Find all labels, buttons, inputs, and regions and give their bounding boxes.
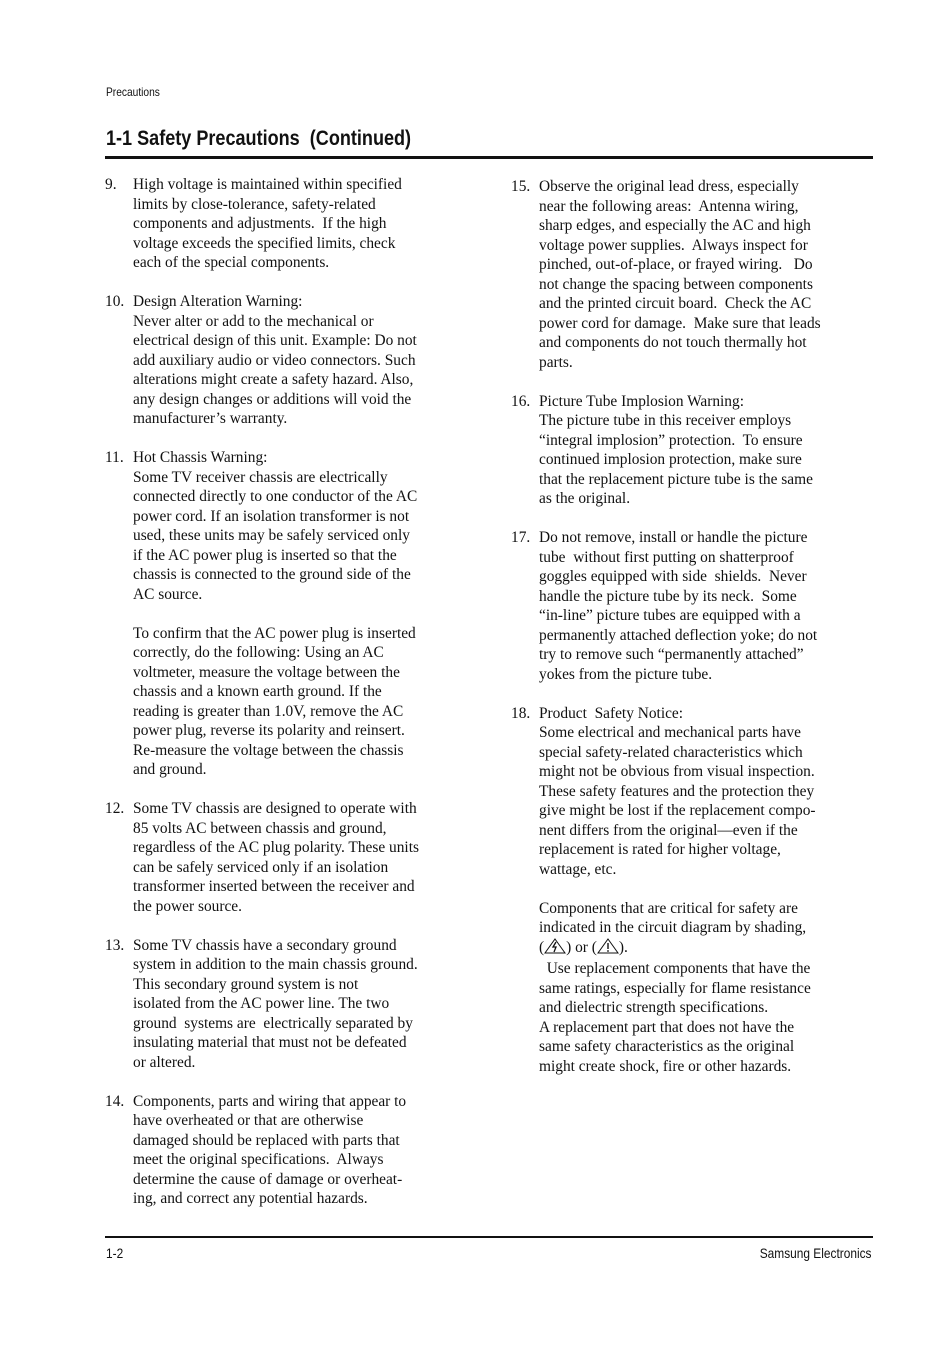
- text-line: same safety characteristics as the original: [539, 1038, 795, 1055]
- text-line: can be safely serviced only if an isolation: [133, 858, 389, 876]
- item-paragraph: [133, 175, 470, 273]
- text-line: parts.: [539, 353, 573, 371]
- text-line: AC source.: [133, 585, 203, 603]
- item-paragraph: [539, 528, 871, 684]
- text-line: add auxiliary audio or video connectors. Such: [133, 351, 416, 369]
- item-number: 15.: [511, 178, 531, 195]
- text-line: voltmeter, measure the voltage between the: [133, 663, 400, 681]
- text-line: continued implosion protection, make sure: [539, 451, 802, 468]
- text-line: as the original.: [539, 490, 631, 507]
- list-item: [511, 177, 871, 372]
- text-line: handle the picture tube by its neck. Some: [539, 587, 797, 605]
- text-line: give might be lost if the replacement compo-: [539, 802, 816, 819]
- item-paragraph: [133, 936, 470, 1073]
- text-line: pinched, out-of-place, or frayed wiring. Do: [539, 256, 813, 273]
- text-line: Do not remove, install or handle the picture: [539, 529, 808, 546]
- paren-open: (: [539, 938, 545, 956]
- text-line: or altered.: [133, 1053, 196, 1071]
- text-line: power plug, reverse its polarity and reinsert.: [133, 722, 405, 739]
- text-line: Picture Tube Implosion Warning:: [539, 392, 744, 410]
- text-line: yokes from the picture tube.: [539, 665, 713, 683]
- text-line: Some TV chassis are designed to operate with: [133, 800, 417, 817]
- item-number: 12.: [105, 800, 125, 817]
- item-number: 9.: [105, 176, 117, 193]
- text-line: Components that are critical for safety are: [539, 899, 798, 917]
- lightning-warning-icon: [544, 938, 566, 960]
- list-item: [105, 1092, 470, 1209]
- list-item: [511, 392, 871, 509]
- text-line: 85 volts AC between chassis and ground,: [133, 819, 387, 837]
- text-line: Design Alteration Warning:: [133, 293, 303, 310]
- list-item: [105, 292, 470, 429]
- text-line: indicated in the circuit diagram by shading,: [539, 919, 807, 936]
- list-item: [105, 936, 470, 1073]
- safety-note: [539, 899, 871, 1077]
- text-line: electrical design of this unit. Example: Do not: [133, 332, 417, 349]
- exclamation-warning-icon: [597, 938, 619, 960]
- text-line: system in addition to the main chassis ground.: [133, 956, 418, 973]
- text-line: alterations might create a safety hazard. Also,: [133, 371, 414, 388]
- text-line: Some TV chassis have a secondary ground: [133, 936, 397, 954]
- text-line: The picture tube in this receiver employs: [539, 412, 792, 429]
- text-line: and components do not touch thermally hot: [539, 334, 807, 351]
- text-line: used, these units may be safely serviced only: [133, 527, 410, 544]
- footer-company: Samsung Electronics: [760, 1245, 872, 1261]
- item-paragraph: [133, 624, 470, 780]
- text-line: “in-line” picture tubes are equipped with a: [539, 607, 801, 624]
- text-line: A replacement part that does not have the: [539, 1018, 795, 1036]
- text-line: voltage exceeds the specified limits, check: [133, 234, 396, 252]
- text-line: reading is greater than 1.0V, remove the AC: [133, 702, 404, 720]
- text-line: power cord for damage. Make sure that leads: [539, 314, 821, 332]
- item-paragraph: [539, 704, 871, 880]
- text-line: insulating material that must not be defeated: [133, 1034, 407, 1051]
- list-item: [105, 799, 470, 916]
- text-line: wattage, etc.: [539, 860, 617, 878]
- text-line: might create shock, fire or other hazards.: [539, 1057, 792, 1075]
- text-line: chassis and a known earth ground. If the: [133, 683, 382, 700]
- list-item: [105, 448, 470, 780]
- item-paragraph: [133, 1092, 470, 1209]
- item-number: 18.: [511, 704, 531, 722]
- text-line: have overheated or that are otherwise: [133, 1112, 364, 1129]
- item-paragraph: [133, 448, 470, 604]
- item-number: 11.: [105, 449, 124, 466]
- symbol-line: [539, 938, 871, 960]
- text-line: and ground.: [133, 761, 207, 778]
- text-line: not change the spacing between components: [539, 275, 813, 293]
- text-line: that the replacement picture tube is the same: [539, 470, 813, 488]
- item-number: 13.: [105, 936, 125, 954]
- footer-rule: [105, 1236, 873, 1238]
- left-column: [105, 175, 470, 1228]
- text-line: isolated from the AC power line. The two: [133, 995, 390, 1012]
- text-line: determine the cause of damage or overheat-: [133, 1170, 403, 1188]
- text-line: components and adjustments. If the high: [133, 215, 387, 232]
- text-line: each of the special components.: [133, 254, 330, 271]
- text-line: power cord. If an isolation transformer is not: [133, 507, 410, 525]
- item-number: 16.: [511, 392, 531, 410]
- text-line: voltage power supplies. Always inspect for: [539, 236, 808, 254]
- text-line: tube without first putting on shatterproof: [539, 548, 794, 566]
- text-line: connected directly to one conductor of the AC: [133, 488, 418, 505]
- item-number: 14.: [105, 1092, 125, 1110]
- text-line: correctly, do the following: Using an AC: [133, 644, 384, 661]
- page-title: 1-1 Safety Precautions (Continued): [106, 127, 412, 150]
- running-head: Precautions: [106, 85, 160, 99]
- text-line: might not be obvious from visual inspection.: [539, 763, 815, 780]
- text-line: regardless of the AC plug polarity. These units: [133, 839, 419, 856]
- text-line: Some electrical and mechanical parts have: [539, 724, 801, 741]
- text-line: These safety features and the protection they: [539, 782, 815, 800]
- text-line: chassis is connected to the ground side of the: [133, 566, 411, 583]
- text-line: manufacturer’s warranty.: [133, 410, 288, 427]
- list-item: [105, 175, 470, 273]
- item-paragraph: [539, 177, 871, 372]
- text-line: try to remove such “permanently attached”: [539, 646, 804, 663]
- text-line: Hot Chassis Warning:: [133, 449, 268, 466]
- right-column: [511, 177, 871, 1096]
- text-line: and dielectric strength specifications.: [539, 999, 769, 1016]
- text-line: if the AC power plug is inserted so that the: [133, 546, 397, 564]
- paren-close: ).: [618, 938, 628, 956]
- title-rule: [105, 156, 873, 159]
- text-line: Observe the original lead dress, especially: [539, 178, 799, 195]
- text-line: Re-measure the voltage between the chassis: [133, 741, 404, 759]
- text-line: Components, parts and wiring that appear to: [133, 1092, 407, 1110]
- text-line: High voltage is maintained within specified: [133, 176, 402, 193]
- text-line: damaged should be replaced with parts that: [133, 1131, 400, 1149]
- text-line: nent differs from the original—even if the: [539, 821, 798, 839]
- page-number: 1-2: [106, 1245, 124, 1261]
- symbol-separator: ) or (: [566, 938, 597, 956]
- text-line: and the printed circuit board. Check the AC: [539, 295, 812, 312]
- item-number: 10.: [105, 293, 125, 310]
- text-line: This secondary ground system is not: [133, 975, 359, 993]
- text-line: transformer inserted between the receiver and: [133, 878, 415, 895]
- text-line: Never alter or add to the mechanical or: [133, 312, 374, 330]
- text-line: To confirm that the AC power plug is inserted: [133, 624, 416, 642]
- text-line: sharp edges, and especially the AC and high: [539, 217, 811, 234]
- text-line: limits by close-tolerance, safety-related: [133, 195, 376, 213]
- text-line: Product Safety Notice:: [539, 704, 684, 722]
- item-paragraph: [133, 799, 470, 916]
- item-paragraph: [539, 392, 871, 509]
- text-line: ground systems are electrically separated by: [133, 1014, 413, 1032]
- text-line: meet the original specifications. Always: [133, 1151, 384, 1168]
- text-line: near the following areas: Antenna wiring,: [539, 197, 799, 215]
- text-line: Some TV receiver chassis are electrically: [133, 468, 388, 486]
- text-line: special safety-related characteristics which: [539, 743, 803, 761]
- text-line: the power source.: [133, 897, 242, 915]
- text-line: replacement is rated for higher voltage,: [539, 841, 781, 858]
- list-item: [511, 528, 871, 684]
- text-line: Use replacement components that have the: [539, 960, 811, 977]
- text-line: same ratings, especially for flame resistance: [539, 979, 811, 997]
- text-line: goggles equipped with side shields. Never: [539, 568, 807, 585]
- text-line: permanently attached deflection yoke; do not: [539, 626, 818, 644]
- item-number: 17.: [511, 529, 531, 546]
- text-line: “integral implosion” protection. To ensure: [539, 431, 803, 449]
- text-line: any design changes or additions will void the: [133, 390, 412, 408]
- item-paragraph: [133, 292, 470, 429]
- text-line: ing, and correct any potential hazards.: [133, 1190, 368, 1207]
- list-item: [511, 704, 871, 1077]
